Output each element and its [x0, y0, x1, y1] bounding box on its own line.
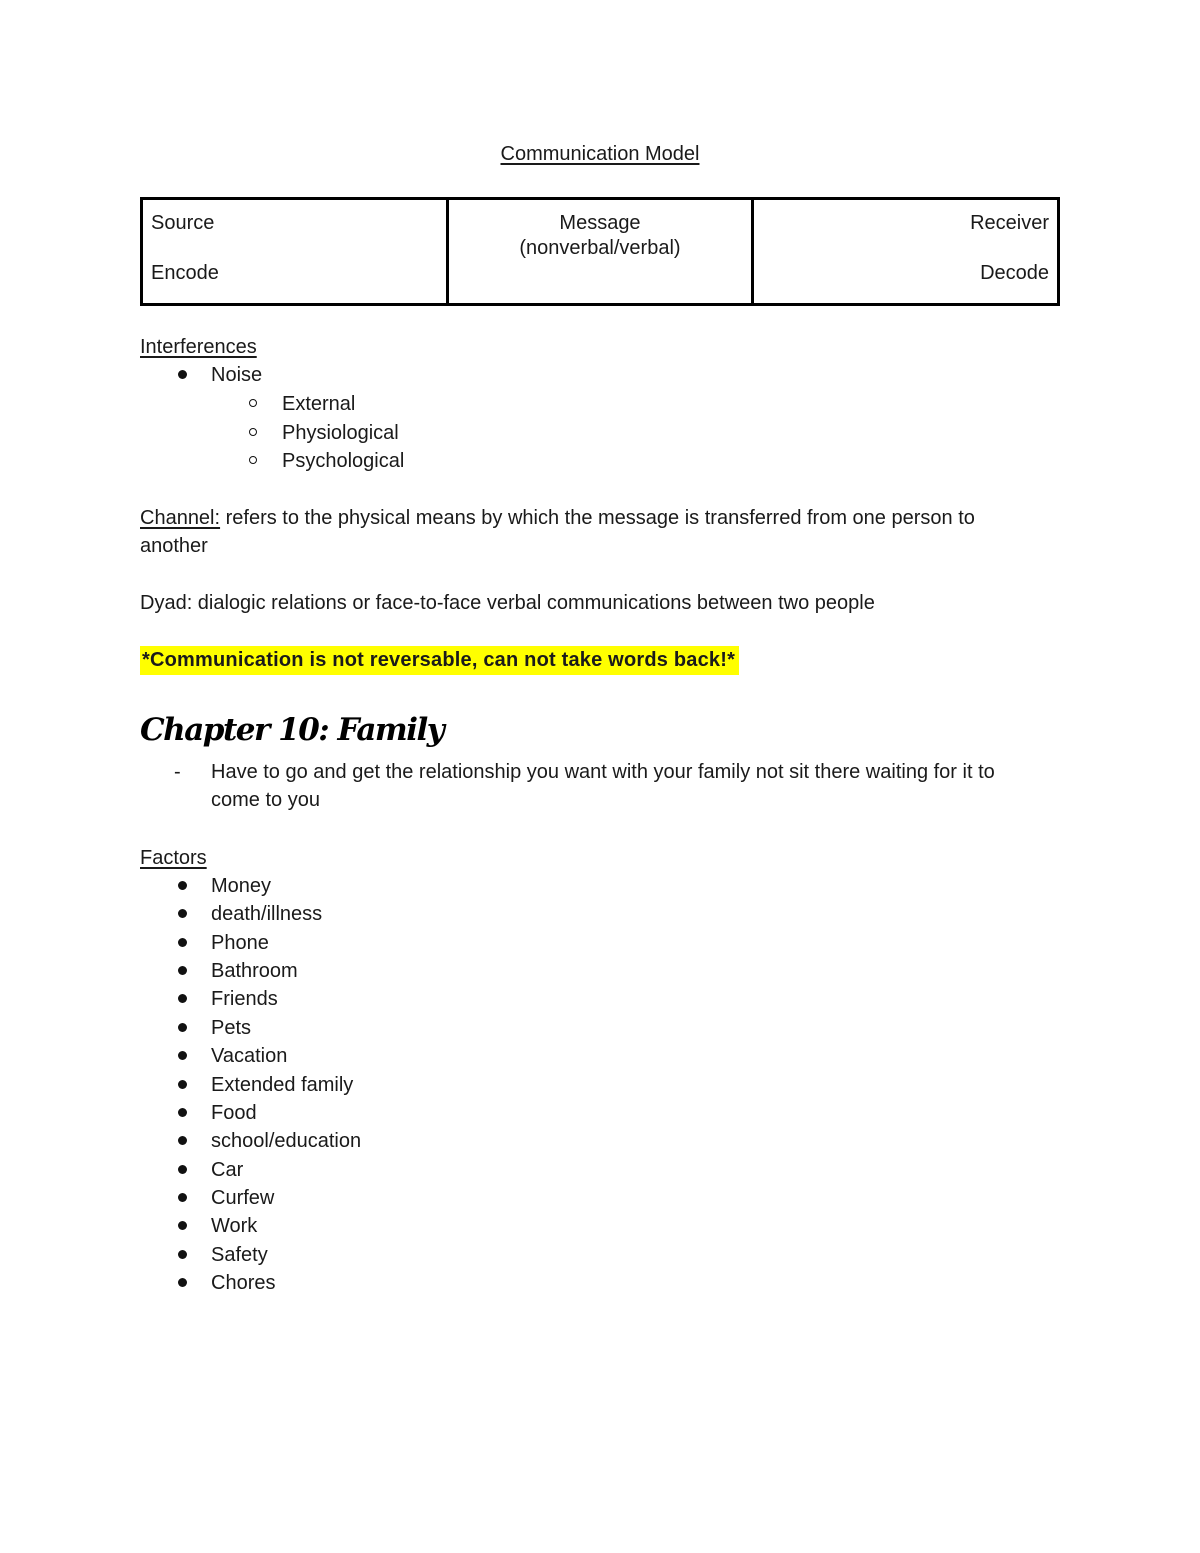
- bullet-icon: [178, 1023, 187, 1032]
- channel-definition: [140, 504, 975, 532]
- list-item-label: Pets: [211, 1016, 252, 1039]
- receiver-cell: [753, 199, 1059, 305]
- bullet-icon: [178, 1221, 187, 1230]
- list-item-label: Physiological: [282, 421, 399, 444]
- bullet-icon: [178, 938, 187, 947]
- bullet-icon: [178, 1136, 187, 1145]
- bullet-icon: [249, 456, 257, 464]
- chapter-note-line1: Have to go and get the relationship you want with your family not sit there waiting for it to: [211, 761, 995, 783]
- dash-marker: -: [174, 761, 181, 783]
- bullet-icon: [178, 1278, 187, 1287]
- bullet-icon: [178, 1250, 187, 1259]
- list-item-label: Car: [211, 1158, 244, 1181]
- page-title: Communication Model: [500, 143, 700, 165]
- list-item-label: Work: [211, 1215, 258, 1238]
- dyad-definition: Dyad: dialogic relations or face-to-face verbal communications between two people: [140, 592, 875, 614]
- receiver-label: Receiver: [970, 212, 1049, 234]
- channel-label: Channel:: [140, 507, 221, 529]
- list-item-label: Chores: [211, 1272, 276, 1295]
- list-item-label: Bathroom: [211, 960, 298, 983]
- message-sub-label: (nonverbal/verbal): [519, 237, 681, 259]
- message-cell: [447, 199, 753, 305]
- list-item-label: Money: [211, 875, 272, 897]
- encode-label: Encode: [151, 262, 219, 284]
- list-item-label: Phone: [211, 931, 269, 954]
- factors-heading: Factors: [140, 847, 207, 869]
- list-item-label: Friends: [211, 988, 278, 1011]
- channel-text-line2: another: [140, 535, 208, 557]
- source-cell: [142, 199, 448, 305]
- chapter-heading: Chapter 10: Family: [140, 712, 444, 748]
- bullet-icon: [178, 966, 187, 975]
- chapter-note-line2: come to you: [211, 789, 320, 811]
- list-item-label: Extended family: [211, 1073, 354, 1096]
- source-label: Source: [151, 212, 215, 234]
- interferences-heading: Interferences: [140, 336, 257, 358]
- table-row: [142, 199, 1059, 305]
- channel-text: refers to the physical means by which the message is transferred from one person to: [220, 507, 975, 529]
- list-item-label: Safety: [211, 1243, 268, 1266]
- bullet-icon: [178, 881, 187, 890]
- highlighted-note: *Communication is not reversable, can not take words back!*: [140, 646, 739, 675]
- bullet-icon: [178, 1080, 187, 1089]
- message-label: Message: [559, 212, 641, 234]
- bullet-icon: [249, 399, 257, 407]
- bullet-icon: [178, 370, 187, 379]
- list-item-label: Vacation: [211, 1045, 288, 1068]
- list-item-label: death/illness: [211, 903, 323, 926]
- bullet-icon: [178, 1193, 187, 1202]
- list-item-label: school/education: [211, 1130, 362, 1153]
- bullet-icon: [178, 994, 187, 1003]
- bullet-icon: [178, 1051, 187, 1060]
- bullet-icon: [178, 1108, 187, 1117]
- list-item-label: Food: [211, 1101, 257, 1124]
- list-item-label: External: [282, 393, 356, 415]
- decode-label: Decode: [980, 262, 1049, 284]
- bullet-icon: [178, 1165, 187, 1174]
- bullet-icon: [178, 909, 187, 918]
- noise-label: Noise: [211, 364, 263, 386]
- list-item-label: Curfew: [211, 1186, 275, 1209]
- communication-model-table: [140, 197, 1060, 306]
- bullet-icon: [249, 428, 257, 436]
- list-item-label: Psychological: [282, 450, 405, 472]
